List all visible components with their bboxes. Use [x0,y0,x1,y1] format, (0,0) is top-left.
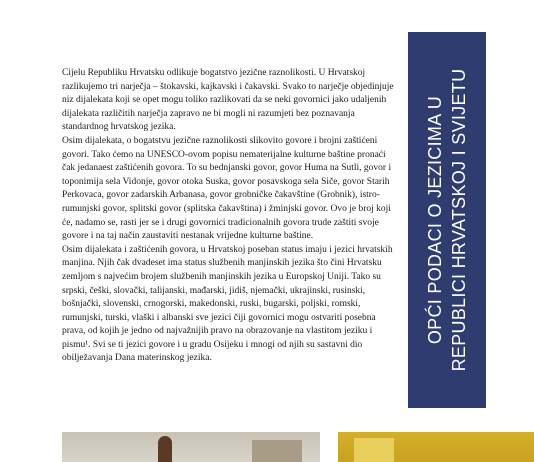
photo-person-figure [158,436,172,462]
paragraph-dialects: Cijelu Republiku Hrvatsku odlikuje bogatstvo jezične raznolikosti. U Hrvatskoj razlikujemo tri narječja – štokavski, kajkavski i čakavski. Svako to narječje objedinjuje niz dijalekata koji se opet mogu toliko razlikovati da se neki govornici jako udaljenih dijalekata različitih narječja zapravo ne bi mogli ni razumjeti bez poznavanja standardnog hrvatskog jezika. [62,68,394,133]
photo-shelf [252,440,302,462]
paragraph-protected-speeches: Osim dijalekata, o bogatstvu jezične raznolikosti slikovito govore i brojni zaštićeni govori. Tako ćemo na UNESCO-ovom popisu nematerijalne kulturne baštine pronaći čak jedanaest zaštićenih govora. To su bednjanski govor, govor Huma na Sutli, govor i toponimija sela Vidonje, govor otoka Suska, govor posavskoga sela Siče, govor Starih Perkovaca, govor zadarskih Arbanasa, govor grobničke čakavštine (Grobnik), istro-rumunjski govor, splitski govor (splitska čakavština) i žminjski govor. Ovo je broj koji će, nadamo se, rasti jer se i drugi govornici tradicionalnih govora trude zaštiti svoje govore i na taj način zaustaviti nestanak vrijedne kulturne baštine. [62,135,392,242]
photo-yellow-wall [338,432,534,462]
photo-panel [354,438,394,462]
side-title [408,32,486,408]
photo-classroom [62,432,320,462]
side-title-line-2: REPUBLICI HRVATSKOJ I SVIJETU [449,68,469,372]
side-title-band [408,32,486,408]
body-text [62,67,400,366]
side-title-line-1: OPĆI PODACI O JEZICIMA U [425,95,445,345]
paragraph-minority-languages: Osim dijalekata i zaštićenih govora, u Hrvatskoj poseban status imaju i jezici hrvatskih manjina. Njih čak dvadeset ima status službenih manjinskih jezika što čini Hrvatsku zemljom s najvećim brojem službenih manjinskih jezika u Europskoj Uniji. Tako su srpski, češki, slovački, talijanski, mađarski, jidiš, njemački, ukrajinski, rusinski, bošnjački, slovenski, crnogorski, makedonski, ruski, bugarski, poljski, romski, rumunjski, turski, vlaški i albanski sve jezici čiji govornici mogu ostvariti posebna prava, od kojih je jedno od najvažnijih pravo na obrazovanje na vlastitom jeziku i pismu¹. Svi se ti jezici govore i u gradu Osijeku i mnogi od njih su sastavni dio obilježavanja Dana materinskog jezika. [62,244,393,364]
